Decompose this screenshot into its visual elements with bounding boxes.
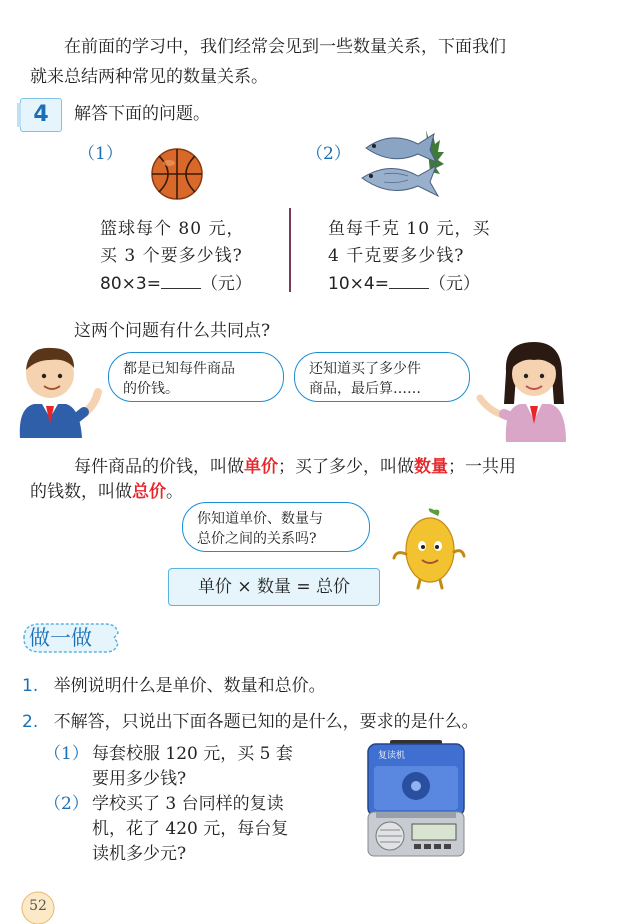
term-total-price: 总价 xyxy=(132,482,166,502)
formula-box: 单价 × 数量 = 总价 xyxy=(168,568,380,606)
cassette-player-label: 复读机 xyxy=(378,751,406,761)
girl-bubble-line-1: 还知道买了多少件 xyxy=(309,361,421,377)
exercise-2 xyxy=(22,708,479,736)
exercise-1-number: 1. xyxy=(22,676,39,696)
problem-1-unit: （元） xyxy=(200,274,252,294)
example-title: 解答下面的问题。 xyxy=(74,104,210,124)
definition-text-1: 每件商品的价钱，叫做 xyxy=(74,457,244,477)
problem-2-line-2: 4 千克要多少钱? xyxy=(328,246,465,266)
boy-bubble-line-1: 都是已知每件商品 xyxy=(123,361,235,377)
problem-1-answer-blank[interactable] xyxy=(161,270,201,289)
problem-2-equation-row xyxy=(328,270,480,298)
boy-bubble-line-2: 的价钱。 xyxy=(123,381,179,397)
problem-2-label: （2） xyxy=(306,144,351,164)
basketball-icon xyxy=(150,147,204,201)
problem-2-equation: 10×4= xyxy=(328,274,389,294)
definition-text-3: ；一共用 xyxy=(448,457,516,477)
girl-speech-bubble xyxy=(294,352,470,402)
subexercise-1-line-1: 每套校服 120 元，买 5 套 xyxy=(92,744,293,764)
subexercise-2-line-2: 机，花了 420 元，每台复 xyxy=(92,819,289,839)
mascot-bubble-line-2: 总价之间的关系吗? xyxy=(197,531,317,547)
exercise-2-text: 不解答，只说出下面各题已知的是什么，要求的是什么。 xyxy=(53,712,479,732)
problem-1-label: （1） xyxy=(78,144,123,164)
subexercise-1-line-2: 要用多少钱? xyxy=(92,769,187,789)
fish-icon xyxy=(356,128,446,206)
problem-divider xyxy=(289,208,291,292)
mascot-speech-bubble xyxy=(182,502,370,552)
girl-character-icon xyxy=(476,332,586,442)
intro-line-2: 就来总结两种常见的数量关系。 xyxy=(30,67,268,87)
problem-2-answer-blank[interactable] xyxy=(389,270,429,289)
problem-1-equation: 80×3= xyxy=(100,274,161,294)
subexercise-1-label: （1） xyxy=(44,744,89,764)
problem-2-line-1: 鱼每千克 10 元，买 xyxy=(328,219,491,239)
definition-line-2 xyxy=(30,478,183,506)
girl-bubble-line-2: 商品，最后算…… xyxy=(309,381,421,397)
subexercise-2-label: （2） xyxy=(44,794,89,814)
subexercise-2-line-1: 学校买了 3 台同样的复读 xyxy=(92,794,284,814)
term-quantity: 数量 xyxy=(414,457,448,477)
intro-paragraph xyxy=(30,32,590,92)
common-point-question: 这两个问题有什么共同点? xyxy=(74,321,271,341)
mascot-bubble-line-1: 你知道单价、数量与 xyxy=(197,511,323,527)
problem-1-line-1: 篮球每个 80 元， xyxy=(100,219,245,239)
problem-1-line-2: 买 3 个要多少钱? xyxy=(100,246,243,266)
exercise-1-text: 举例说明什么是单价、数量和总价。 xyxy=(53,676,326,696)
potato-mascot-icon xyxy=(390,508,466,590)
example-number-badge: 4 xyxy=(20,98,62,132)
definition-text-4: 的钱数，叫做 xyxy=(30,482,132,502)
definition-text-5: 。 xyxy=(166,482,183,502)
problem-2-unit: （元） xyxy=(428,274,480,294)
term-unit-price: 单价 xyxy=(244,457,278,477)
definition-text-2: ；买了多少，叫做 xyxy=(278,457,414,477)
intro-line-1: 在前面的学习中，我们经常会见到一些数量关系，下面我们 xyxy=(64,37,506,57)
exercise-1 xyxy=(22,672,326,700)
boy-character-icon xyxy=(14,338,110,438)
boy-speech-bubble xyxy=(108,352,284,402)
page-number: 52 xyxy=(29,898,47,914)
cassette-player-image xyxy=(364,740,468,858)
exercise-2-number: 2. xyxy=(22,712,39,732)
problem-1-equation-row xyxy=(100,270,252,298)
subexercise-2-line-3: 读机多少元? xyxy=(92,844,187,864)
definition-line-1 xyxy=(74,453,516,481)
section-title: 做一做 xyxy=(29,626,92,650)
